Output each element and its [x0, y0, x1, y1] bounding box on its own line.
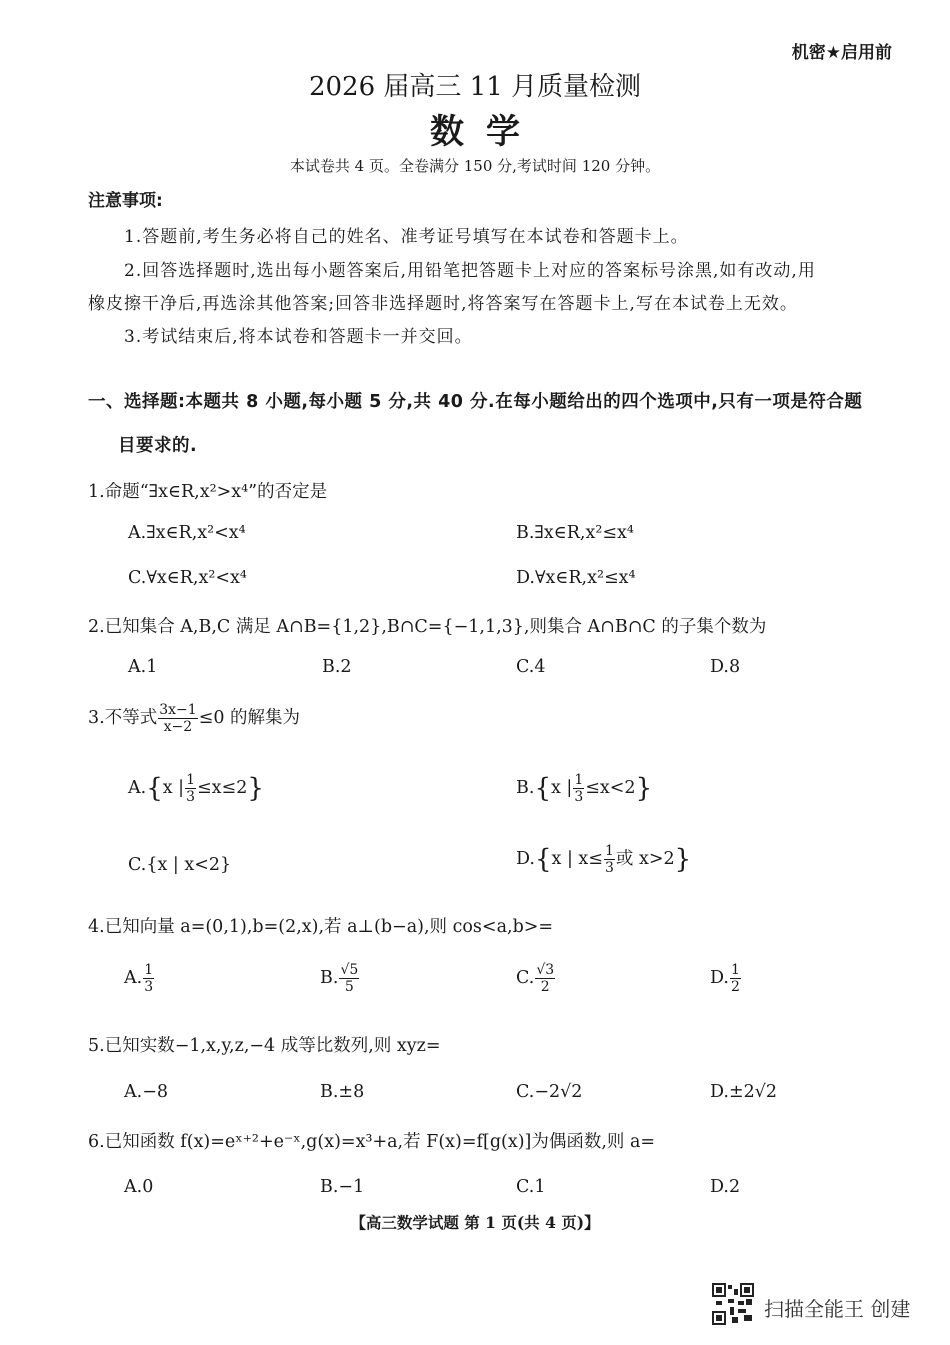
- fraction-denominator: 3: [144, 979, 154, 996]
- option-text: x |: [550, 778, 573, 799]
- option-label: D.: [516, 849, 535, 870]
- left-brace: {: [146, 773, 163, 804]
- option-fraction: [339, 962, 359, 995]
- fraction-numerator: √5: [340, 962, 359, 978]
- question-5-stem: 5.已知实数−1,x,y,z,−4 成等比数列,则 xyz=: [88, 1036, 441, 1056]
- question-4-option-c: [516, 962, 556, 995]
- option-label: A.: [124, 968, 143, 989]
- question-2-option-a: A.1: [128, 657, 158, 677]
- right-brace: }: [247, 773, 264, 804]
- fraction-denominator: 3: [574, 789, 584, 806]
- fraction-denominator: 2: [730, 979, 740, 996]
- note-item: 橡皮擦干净后,再选涂其他答案;回答非选择题时,将答案写在答题卡上,写在本试卷上无效。: [88, 294, 798, 314]
- fraction-numerator: 1: [604, 843, 614, 859]
- question-4-option-d: [710, 962, 742, 995]
- exam-info: 本试卷共 4 页。全卷满分 150 分,考试时间 120 分钟。: [289, 157, 661, 175]
- fraction-denominator: 3: [186, 789, 195, 806]
- right-brace: }: [635, 773, 653, 804]
- question-3-option-c: C.{x | x<2}: [128, 855, 232, 875]
- option-fraction: [185, 772, 196, 805]
- question-3-stem-pre: 3.不等式: [88, 708, 158, 729]
- exam-title: 2026 届高三 11 月质量检测: [308, 72, 642, 102]
- option-text: x |: [162, 778, 185, 799]
- question-1-option-c: C.∀x∈R,x²<x⁴: [128, 568, 247, 588]
- question-3-option-b: [516, 772, 652, 805]
- question-1-option-a: A.∃x∈R,x²<x⁴: [128, 523, 246, 543]
- option-fraction: [730, 962, 741, 995]
- right-brace: }: [674, 844, 692, 875]
- fraction-numerator: 1: [144, 962, 154, 978]
- question-5-option-a: A.−8: [124, 1082, 168, 1102]
- option-text: 或 x>2: [615, 849, 675, 870]
- question-6-option-b: B.−1: [320, 1177, 365, 1197]
- scanner-watermark: 扫描全能王 创建: [764, 1297, 911, 1321]
- note-item: 3.考试结束后,将本试卷和答题卡一并交回。: [124, 327, 473, 347]
- fraction-denominator: 3: [604, 860, 614, 877]
- fraction-denominator: 5: [344, 979, 354, 996]
- note-item: 1.答题前,考生务必将自己的姓名、准考证号填写在本试卷和答题卡上。: [124, 227, 689, 247]
- option-text: ≤x≤2: [197, 778, 248, 799]
- question-2-option-b: B.2: [322, 657, 352, 677]
- section-heading: 一、选择题:本题共 8 小题,每小题 5 分,共 40 分.在每小题给出的四个选项中,只有一项是符合题: [88, 392, 863, 412]
- question-3-option-a: [128, 772, 264, 805]
- question-1-stem: 1.命题“∃x∈R,x²>x⁴”的否定是: [88, 482, 328, 502]
- fraction-numerator: 1: [730, 962, 740, 978]
- question-3-stem: [88, 702, 300, 735]
- question-4-option-b: [320, 962, 360, 995]
- left-brace: {: [534, 844, 552, 875]
- fraction-numerator: √3: [536, 962, 555, 978]
- notes-title: 注意事项:: [88, 191, 163, 211]
- question-5-option-b: B.±8: [320, 1082, 365, 1102]
- option-label: A.: [128, 778, 147, 799]
- question-6-option-d: D.2: [710, 1177, 741, 1197]
- question-2-stem: 2.已知集合 A,B,C 满足 A∩B={1,2},B∩C={−1,1,3},则集合 A∩B∩C 的子集个数为: [88, 617, 767, 637]
- question-3-stem-post: ≤0 的解集为: [198, 708, 301, 729]
- option-label: B.: [516, 778, 535, 799]
- page-footer: 【高三数学试题 第 1 页(共 4 页)】: [350, 1213, 600, 1232]
- fraction-denominator: 2: [540, 979, 550, 996]
- option-label: D.: [710, 968, 729, 989]
- fraction-numerator: 1: [186, 772, 195, 788]
- section-heading-cont: 目要求的.: [118, 436, 198, 456]
- option-text: x | x≤: [551, 849, 603, 870]
- question-6-stem: 6.已知函数 f(x)=eˣ⁺²+e⁻ˣ,g(x)=x³+a,若 F(x)=f[g(x)]为偶函数,则 a=: [88, 1132, 656, 1152]
- option-label: C.: [516, 968, 535, 989]
- qr-code-icon: [712, 1283, 754, 1325]
- question-2-option-d: D.8: [710, 657, 741, 677]
- option-fraction: [143, 962, 154, 995]
- option-fraction: [573, 772, 584, 805]
- question-5-option-d: D.±2√2: [710, 1082, 778, 1102]
- option-text: ≤x<2: [585, 778, 636, 799]
- question-4-stem: 4.已知向量 a=(0,1),b=(2,x),若 a⊥(b−a),则 cos<a,b>=: [88, 917, 554, 937]
- question-2-option-c: C.4: [516, 657, 546, 677]
- question-4-option-a: [124, 962, 155, 995]
- question-6-option-c: C.1: [516, 1177, 546, 1197]
- confidential-mark: 机密★启用前: [791, 43, 892, 63]
- option-fraction: [604, 843, 615, 876]
- option-fraction: [535, 962, 555, 995]
- fraction-denominator: x−2: [163, 719, 193, 736]
- fraction-numerator: 3x−1: [159, 702, 197, 718]
- left-brace: {: [534, 773, 551, 804]
- question-3-option-d: [516, 843, 691, 876]
- question-1-option-b: B.∃x∈R,x²≤x⁴: [516, 523, 634, 543]
- option-label: B.: [320, 968, 339, 989]
- fraction-numerator: 1: [574, 772, 584, 788]
- question-3-fraction: [158, 702, 197, 735]
- subject-title: 数学: [430, 112, 542, 152]
- question-5-option-c: C.−2√2: [516, 1082, 583, 1102]
- question-6-option-a: A.0: [124, 1177, 154, 1197]
- note-item: 2.回答选择题时,选出每小题答案后,用铅笔把答题卡上对应的答案标号涂黑,如有改动,用: [124, 261, 816, 281]
- question-1-option-d: D.∀x∈R,x²≤x⁴: [516, 568, 636, 588]
